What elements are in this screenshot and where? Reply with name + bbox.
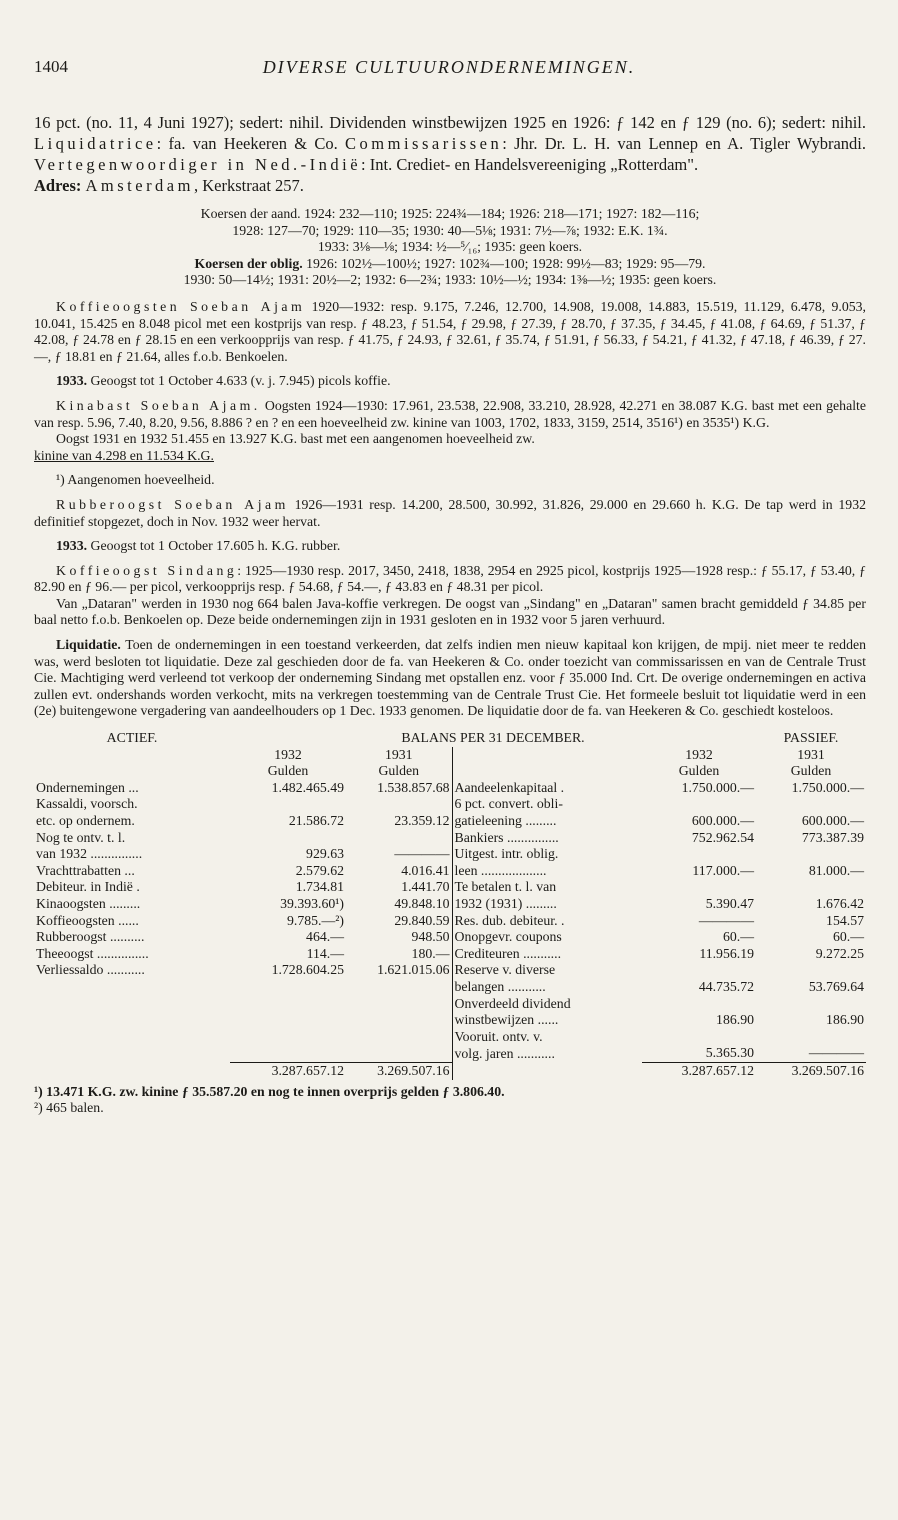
- kina-kinine-text: kinine van 4.298 en 11.534 K.G.: [34, 447, 214, 463]
- passief-1932: 60.—: [722, 929, 754, 945]
- rubber-1933-paragraph: [34, 538, 866, 555]
- liquidatie-section: [34, 637, 866, 720]
- passief-year-1931: 1931: [797, 746, 825, 762]
- actief-1931: ————: [394, 846, 450, 862]
- koffie-1933-text: Geoogst tot 1 October 4.633 (v. j. 7.945) picols koffie.: [87, 373, 391, 389]
- actief-label: Koffieoogsten ......: [36, 912, 139, 928]
- passief-1932: [642, 796, 756, 813]
- balance-unit-row: [34, 763, 866, 780]
- liquidatrice-label: Liquidatrice: [34, 134, 157, 153]
- actief-1931: 1.441.70: [401, 879, 450, 895]
- actief-1931: 4.016.41: [401, 862, 450, 878]
- balance-row: [34, 863, 866, 880]
- footnote-1: ¹) 13.471 K.G. zw. kinine ƒ 35.587.20 en nog te innen overprijs gelden ƒ 3.806.40.: [34, 1083, 505, 1099]
- vertegenwoordiger-label: Vertegenwoordiger in Ned.-Indië: [34, 155, 362, 174]
- adres-city: Amsterdam: [85, 176, 194, 195]
- balance-row: [34, 929, 866, 946]
- actief-label: Theeoogst ...............: [36, 945, 149, 961]
- passief-1931: ————: [808, 1045, 864, 1061]
- kina-paragraph: [34, 398, 866, 431]
- passief-1932: 752.962.54: [691, 829, 754, 845]
- sindang-section: [34, 563, 866, 629]
- passief-1931: 600.000.—: [801, 813, 864, 828]
- passief-label: 6 pct. convert. obli-: [452, 796, 642, 813]
- sindang-text: : 1925—1930 resp. 2017, 3450, 2418, 1838, 2954 en 2925 picol, kostprijs 1925—1928 resp.: ƒ 55.17, ƒ 53.40, ƒ 82.90 en ƒ 96.— per picol, verkoopprijs resp. ƒ 54.68, ƒ 54.—, ƒ 43.83 en ƒ 48.31 per picol.: [34, 562, 866, 595]
- balance-row: [34, 896, 866, 913]
- passief-label: Crediteuren ...........: [452, 946, 642, 963]
- passief-1931: 60.—: [832, 929, 864, 945]
- balance-year-row: [34, 747, 866, 764]
- actief-label: Nog te ontv. t. l.: [36, 829, 126, 845]
- commissarissen-label: Commissarissen: [345, 134, 503, 153]
- balance-row: [34, 1029, 866, 1046]
- koffie-soeban-section: [34, 299, 866, 390]
- actief-label: [34, 996, 230, 1013]
- passief-label: Reserve v. diverse: [452, 962, 642, 979]
- actief-1932: 2.579.62: [295, 862, 344, 878]
- passief-1931: 773.387.39: [801, 829, 864, 845]
- actief-1931: [346, 796, 452, 813]
- sindang-label: Koffieoogst Sindang: [56, 562, 238, 578]
- passief-label: winstbewijzen ......: [452, 1012, 642, 1029]
- actief-label: [34, 979, 230, 996]
- actief-1931: 49.848.10: [394, 895, 450, 911]
- passief-label: belangen ...........: [452, 979, 642, 996]
- rubber-label: Rubberoogst Soeban Ajam: [56, 496, 289, 512]
- balance-row: [34, 830, 866, 847]
- passief-1931: 81.000.—: [808, 862, 864, 878]
- koffie-soeban-text: 1920—1932: resp. 9.175, 7.246, 12.700, 14.908, 19.008, 14.883, 15.519, 11.129, 6.478, 9.053, 10.041, 15.425 en 8.048 picol met een kostprijs van resp. ƒ 48.23, ƒ 51.54, ƒ 29.98, ƒ 27.39, ƒ 28.70, ƒ 37.35, ƒ 34.45, ƒ 41.08, ƒ 64.69, ƒ 51.37, ƒ 42.08, ƒ 24.78 en ƒ 28.15 en een verkoopprijs van resp. ƒ 41.75, ƒ 24.93, ƒ 32.61, ƒ 35.74, ƒ 51.91, ƒ 56.33, ƒ 54.21, ƒ 41.32, ƒ 47.18, ƒ 46.39, ƒ 27.—, ƒ 18.81 en ƒ 21.64, alles f.o.b. Benkoelen.: [34, 298, 866, 364]
- actief-year-1931: 1931: [384, 746, 413, 762]
- total-passief-1932: 3.287.657.12: [642, 1062, 756, 1079]
- actief-label: [34, 1045, 230, 1062]
- passief-1931: 53.769.64: [808, 978, 864, 994]
- passief-label: volg. jaren ...........: [452, 1045, 642, 1062]
- actief-label: Debiteur. in Indië .: [36, 879, 140, 895]
- actief-label: [34, 1012, 230, 1029]
- footnote-2: ²) 465 balen.: [34, 1100, 104, 1116]
- passief-label: Uitgest. intr. oblig.: [452, 846, 642, 863]
- kina-text: Oogsten 1924—1930: 17.961, 23.538, 22.908, 33.210, 28.928, 42.271 en 38.087 K.G. bast met een gehalte van resp. 5.96, 7.40, 8.20, 9.56, 8.886 ? en ? en een hoeveelheid zw. kinine van 1003, 1702, 1833, 3159, 2514, 3516¹) en 3535¹) K.G.: [34, 397, 866, 430]
- koersen-oblig-line2: 1930: 50—14½; 1931: 20½—2; 1932: 6—2¾; 1933: 10½—½; 1934: 1⅜—½; 1935: geen koers.: [183, 272, 717, 288]
- intro-paragraph: [34, 112, 866, 175]
- koersen-oblig-text1: 1926: 102½—100½; 1927: 102¾—100; 1928: 99½—83; 1929: 95—79.: [302, 255, 706, 271]
- total-actief-1931: 3.269.507.16: [346, 1062, 452, 1079]
- passief-1931: [756, 846, 866, 863]
- passief-1931: [756, 996, 866, 1013]
- actief-label: van 1932 ...............: [36, 846, 143, 862]
- actief-1931: 1.621.015.06: [377, 962, 450, 978]
- balance-row: [34, 846, 866, 863]
- actief-label: Kassaldi, voorsch.: [36, 796, 138, 812]
- passief-heading: PASSIEF.: [783, 730, 839, 746]
- balance-row: [34, 962, 866, 979]
- balance-row: [34, 946, 866, 963]
- actief-1931: [346, 1045, 452, 1062]
- kina-section: [34, 398, 866, 489]
- rubber-section: [34, 497, 866, 555]
- balance-total-row: [34, 1062, 866, 1079]
- liquidatrice-text: : fa. van Heekeren & Co.: [156, 134, 338, 153]
- balance-row: [34, 996, 866, 1013]
- balance-row: [34, 796, 866, 813]
- balance-row: [34, 979, 866, 996]
- actief-1932: 39.393.60¹): [280, 895, 344, 911]
- rubber-1933-year: 1933.: [56, 538, 88, 554]
- actief-label: Rubberoogst ..........: [36, 929, 145, 945]
- rubber-paragraph: [34, 497, 866, 530]
- actief-label: Verliessaldo ...........: [36, 962, 145, 978]
- actief-1932: 114.—: [306, 945, 344, 961]
- passief-1932: [642, 962, 756, 979]
- actief-year-1932: 1932: [274, 746, 302, 762]
- vertegenwoordiger-text: : Int. Crediet- en Handelsvereeniging „Rotterdam".: [361, 155, 699, 174]
- adres-line: [34, 175, 866, 196]
- actief-1932: [230, 830, 346, 847]
- passief-1931: [756, 796, 866, 813]
- adres-text: , Kerkstraat 257.: [193, 176, 304, 195]
- adres-label: Adres:: [34, 176, 82, 195]
- passief-1931: [756, 962, 866, 979]
- actief-unit-1931: Gulden: [378, 763, 420, 779]
- sindang-paragraph: [34, 563, 866, 596]
- actief-1932: 21.586.72: [288, 813, 344, 828]
- actief-1931: [346, 996, 452, 1013]
- passief-1932: [642, 846, 756, 863]
- balance-title-row: [34, 730, 866, 747]
- actief-label: Ondernemingen ...: [36, 779, 139, 795]
- actief-label: etc. op ondernem.: [36, 813, 135, 828]
- passief-label: Aandeelenkapitaal .: [452, 780, 642, 797]
- liquidatie-label: Liquidatie.: [56, 637, 121, 653]
- actief-1932: 464.—: [306, 929, 344, 945]
- koersen-aand-line1: Koersen der aand. 1924: 232—110; 1925: 224¾—184; 1926: 218—171; 1927: 182—116;: [200, 206, 700, 221]
- passief-label: Vooruit. ontv. v.: [452, 1029, 642, 1046]
- koffie-soeban-label: Koffieoogsten Soeban Ajam: [56, 298, 306, 314]
- passief-label: leen ...................: [452, 863, 642, 880]
- passief-label: Te betalen t. l. van: [452, 879, 642, 896]
- page-header: [34, 57, 864, 81]
- actief-1932: [230, 996, 346, 1013]
- koffie-1933-paragraph: [34, 373, 866, 390]
- passief-1932: [642, 996, 756, 1013]
- koersen-oblig-label: Koersen der oblig.: [194, 255, 303, 271]
- passief-label: Bankiers ...............: [452, 830, 642, 847]
- passief-1932: 600.000.—: [691, 813, 754, 828]
- passief-1931: 1.750.000.—: [791, 779, 864, 795]
- actief-1931: 180.—: [411, 945, 450, 961]
- actief-1932: 1.734.81: [295, 879, 344, 895]
- balance-row: [34, 780, 866, 797]
- actief-1932: [230, 796, 346, 813]
- rubber-text: 1926—1931 resp. 14.200, 28.500, 30.992, 31.826, 29.000 en 29.660 h. K.G. De tap werd in 1932 definitief stopgezet, doch in Nov. 1932 weer hervat.: [34, 496, 866, 529]
- passief-1931: 9.272.25: [815, 945, 864, 961]
- actief-1931: [346, 1029, 452, 1046]
- passief-unit-1932: Gulden: [678, 763, 720, 779]
- balance-row: [34, 1045, 866, 1062]
- actief-label: [34, 1029, 230, 1046]
- actief-1931: 29.840.59: [394, 912, 450, 928]
- passief-1931: [756, 1029, 866, 1046]
- page-body: [34, 112, 866, 1117]
- actief-1931: 1.538.857.68: [377, 779, 450, 795]
- actief-1932: [230, 1045, 346, 1062]
- commissarissen-text: : Jhr. Dr. L. H. van Lennep en A. Tigler Wybrandi.: [502, 134, 867, 153]
- actief-1932: 929.63: [306, 846, 344, 862]
- kina-footnote: ¹) Aangenomen hoeveelheid.: [56, 472, 215, 488]
- balance-sheet-table: [34, 730, 866, 1079]
- dataran-paragraph: Van „Dataran" werden in 1930 nog 664 balen Java-koffie verkregen. De oogst van „Sindang" en „Dataran" samen bracht gemiddeld ƒ 34.85 per baal netto f.o.b. Benkoelen op. Deze beide ondernemingen zijn in 1931 gesloten en in 1932 voor 5 jaren verhuurd.: [34, 595, 866, 628]
- passief-1932: 1.750.000.—: [681, 779, 754, 795]
- running-title: DIVERSE CULTUURONDERNEMINGEN.: [262, 57, 636, 77]
- koffie-soeban-paragraph: [34, 299, 866, 365]
- koffie-1933-year: 1933.: [56, 373, 88, 389]
- passief-1932: 117.000.—: [692, 862, 754, 878]
- actief-1931: 23.359.12: [394, 813, 450, 828]
- passief-1931: [756, 879, 866, 896]
- total-passief-1931: 3.269.507.16: [756, 1062, 866, 1079]
- passief-1931: 1.676.42: [815, 895, 864, 911]
- passief-label: gatieleening .........: [452, 813, 642, 830]
- actief-label: Vrachttrabatten ...: [36, 862, 135, 878]
- kina-label: Kinabast Soeban Ajam.: [56, 397, 261, 413]
- liquidatie-text: Toen de ondernemingen in een toestand verkeerden, dat zelfs indien men nieuw kapitaal kon krijgen, de mpij. niet meer te redden was, werd besloten tot liquidatie. Deze zal geschieden door de fa. van Heekeren & Co. onder toezicht van commissarissen en van de Centrale Trust Cie. Machtiging werd verleend tot verkoop der onderneming Sindang met opstallen enz. voor ƒ 35.000 Ind. Crt. De overige ondernemingen en activa zullen evt. ondershands worden verkocht, mits na verkregen toestemming van de Centrale Trust Cie. Het formeele besluit tot liquidatie werd in een (2e) buitengewone vergadering van aandeelhouders op 1 Dec. 1933 genomen. De liquidatie door de fa. van Heekeren & Co. geschiedt kosteloos.: [34, 637, 866, 719]
- intro-dividend-text: 16 pct. (no. 11, 4 Juni 1927); sedert: nihil. Dividenden winstbewijzen 1925 en 1926: ƒ 142 en ƒ 129 (no. 6); sedert: nihil.: [34, 113, 866, 132]
- kina-oogst-line: Oogst 1931 en 1932 51.455 en 13.927 K.G. bast met een aangenomen hoeveelheid zw.: [56, 431, 535, 447]
- passief-1931: 186.90: [826, 1012, 864, 1028]
- actief-1931: [346, 1012, 452, 1029]
- page-number: 1404: [34, 57, 68, 76]
- passief-unit-1931: Gulden: [790, 763, 832, 779]
- passief-1932: 186.90: [716, 1012, 754, 1028]
- footnotes: [34, 1084, 866, 1117]
- passief-label: Onopgevr. coupons: [452, 929, 642, 946]
- koersen-oblig-line1: [34, 256, 866, 273]
- actief-1931: [346, 830, 452, 847]
- koersen-aand-line3: 1933: 3⅛—⅛; 1934: ½—⁵⁄₁₆; 1935: geen koers.: [317, 239, 583, 255]
- actief-1932: 9.785.—²): [286, 912, 344, 928]
- actief-heading: ACTIEF.: [106, 730, 158, 746]
- actief-1931: [346, 979, 452, 996]
- balance-title: BALANS PER 31 DECEMBER.: [401, 730, 585, 746]
- passief-label: 1932 (1931) .........: [452, 896, 642, 913]
- kina-kinine-line: [34, 448, 866, 465]
- actief-1931: 948.50: [411, 929, 450, 945]
- actief-1932: [230, 1029, 346, 1046]
- total-actief-1932: 3.287.657.12: [230, 1062, 346, 1079]
- passief-1931: 154.57: [826, 912, 864, 928]
- actief-unit-1932: Gulden: [267, 763, 309, 779]
- balance-row: [34, 813, 866, 830]
- koersen-aand-line2: 1928: 127—70; 1929: 110—35; 1930: 40—5⅛; 1931: 7½—⅞; 1932: E.K. 1¾.: [232, 222, 668, 238]
- actief-1932: 1.482.465.49: [271, 779, 344, 795]
- rubber-1933-text: Geoogst tot 1 October 17.605 h. K.G. rubber.: [87, 538, 341, 554]
- actief-1932: [230, 1012, 346, 1029]
- passief-1932: 5.365.30: [705, 1045, 754, 1061]
- koersen-section: [34, 206, 866, 289]
- passief-label: Res. dub. debiteur. .: [452, 913, 642, 930]
- passief-1932: [642, 879, 756, 896]
- balance-row: [34, 879, 866, 896]
- passief-1932: 11.956.19: [699, 945, 754, 961]
- passief-year-1932: 1932: [685, 746, 713, 762]
- passief-label: Onverdeeld dividend: [452, 996, 642, 1013]
- passief-1932: 5.390.47: [705, 895, 754, 911]
- liquidatie-paragraph: [34, 637, 866, 720]
- actief-label: Kinaoogsten .........: [36, 895, 141, 911]
- passief-1932: ————: [698, 912, 754, 928]
- actief-1932: 1.728.604.25: [271, 962, 344, 978]
- actief-1932: [230, 979, 346, 996]
- balance-row: [34, 1012, 866, 1029]
- passief-1932: [642, 1029, 756, 1046]
- passief-1932: 44.735.72: [698, 978, 754, 994]
- balance-row: [34, 913, 866, 930]
